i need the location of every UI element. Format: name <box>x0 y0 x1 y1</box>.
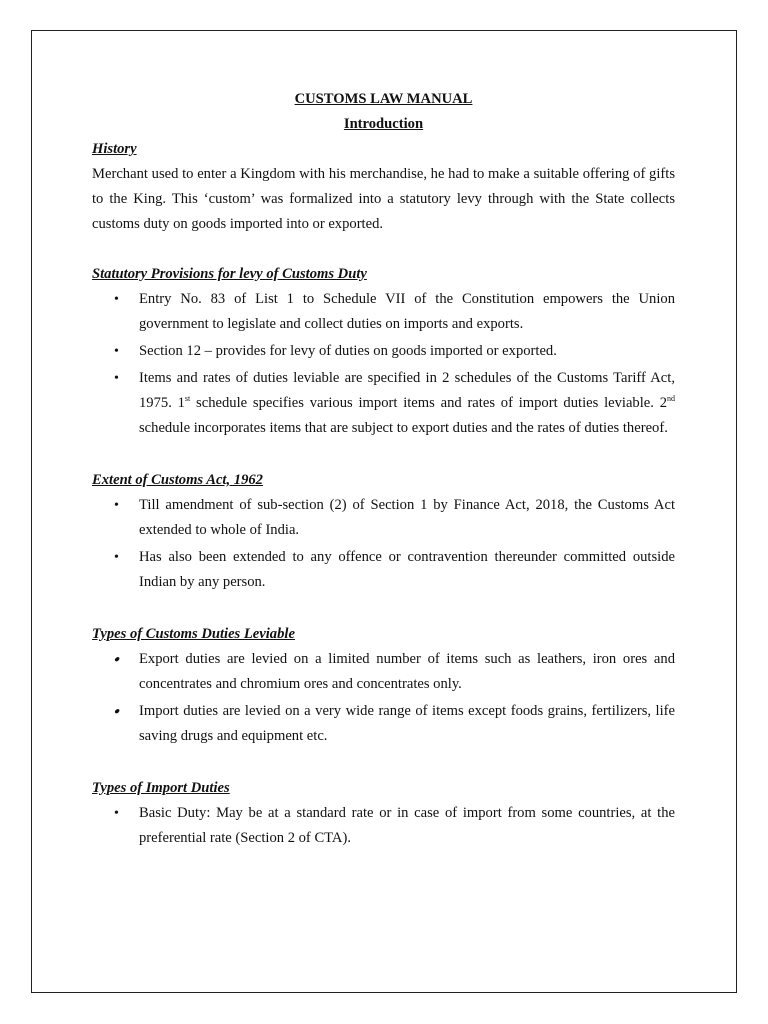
extent-list <box>92 493 675 595</box>
subtitle-text: Introduction <box>343 116 424 132</box>
list-item <box>92 339 675 364</box>
spacer <box>92 443 675 468</box>
bullet-icon: • <box>114 806 119 821</box>
document-title: CUSTOMS LAW MANUAL <box>294 91 473 107</box>
list-item <box>92 366 675 441</box>
list-item <box>92 287 675 337</box>
spacer <box>92 597 675 622</box>
list-item <box>92 699 675 749</box>
list-item <box>92 801 675 851</box>
spacer <box>92 237 675 262</box>
history-paragraph: Merchant used to enter a Kingdom with his merchandise, he had to make a suitable offering of gifts to the King. This ‘custom’ was formalized into a statutory levy through with the State collects customs duty on goods imported into or exported. <box>92 166 675 232</box>
list-item-text: Basic Duty: May be at a standard rate or in case of import from some countries, at the preferential rate (Section 2 of CTA). <box>139 805 675 846</box>
bullet-icon: • <box>114 344 119 359</box>
import-duties-list <box>92 801 675 851</box>
bullet-icon: • <box>114 371 119 386</box>
document-body <box>92 87 675 853</box>
superscript: st <box>184 394 191 404</box>
list-item-text <box>139 370 675 436</box>
bullet-icon: ● <box>111 706 123 717</box>
statutory-list <box>92 287 675 441</box>
types-duties-list <box>92 647 675 749</box>
bullet-icon: • <box>114 498 119 513</box>
list-item-text: Import duties are levied on a very wide range of items except foods grains, fertilizers, life saving drugs and equipment etc. <box>139 703 675 744</box>
list-item-text: Entry No. 83 of List 1 to Schedule VII of the Constitution empowers the Union government to legislate and collect duties on imports and exports. <box>139 291 675 332</box>
extent-heading: Extent of Customs Act, 1962 <box>92 472 263 488</box>
bullet-icon: • <box>114 550 119 565</box>
types-duties-heading: Types of Customs Duties Leviable <box>92 626 295 642</box>
history-heading: History <box>92 141 137 157</box>
text-run: schedule incorporates items that are subject to export duties and the rates of duties thereof. <box>139 420 668 436</box>
superscript: nd <box>667 394 675 404</box>
list-item-text: Section 12 – provides for levy of duties on goods imported or exported. <box>139 343 557 359</box>
import-duties-heading: Types of Import Duties <box>92 780 230 796</box>
text-run: schedule specifies various import items and rates of import duties leviable. 2 <box>190 395 667 411</box>
list-item <box>92 493 675 543</box>
bullet-icon: • <box>114 292 119 307</box>
list-item-text: Export duties are levied on a limited number of items such as leathers, iron ores and concentrates and chromium ores and concentrates only. <box>139 651 675 692</box>
text-run: Items and rates of duties leviable are specified in 2 schedules of the Customs Tariff Act, 1975. 1 <box>139 370 675 411</box>
list-item-text: Has also been extended to any offence or contravention thereunder committed outside Indian by any person. <box>139 549 675 590</box>
spacer <box>92 751 675 776</box>
bullet-icon: ● <box>111 654 123 665</box>
list-item <box>92 545 675 595</box>
list-item <box>92 647 675 697</box>
statutory-heading: Statutory Provisions for levy of Customs Duty <box>92 266 367 282</box>
list-item-text: Till amendment of sub-section (2) of Section 1 by Finance Act, 2018, the Customs Act extended to whole of India. <box>139 497 675 538</box>
document-subtitle <box>92 112 675 137</box>
